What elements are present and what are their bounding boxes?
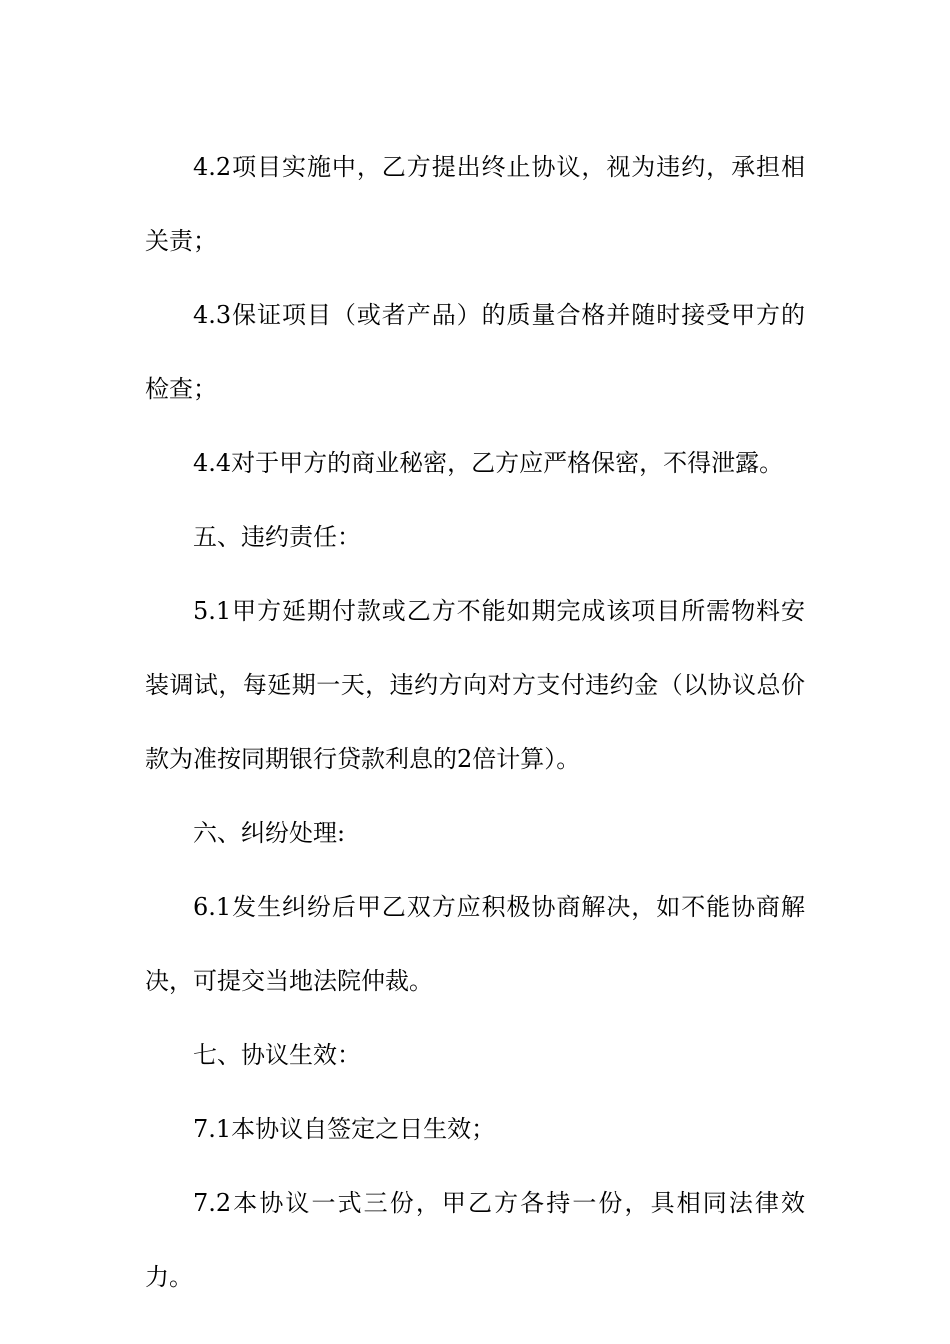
clause-4-3: 4.3保证项目（或者产品）的质量合格并随时接受甲方的检查； bbox=[145, 301, 805, 403]
clause-7-2: 7.2本协议一式三份，甲乙方各持一份，具相同法律效力。 bbox=[145, 1189, 805, 1291]
clause-4-2: 4.2项目实施中，乙方提出终止协议，视为违约，承担相关责； bbox=[145, 153, 805, 255]
document-body bbox=[145, 130, 805, 1314]
section-heading-breach: 五、违约责任： bbox=[193, 523, 361, 551]
clause-4-4: 4.4对于甲方的商业秘密，乙方应严格保密，不得泄露。 bbox=[193, 449, 784, 477]
section-heading-effect: 七、协议生效： bbox=[193, 1041, 361, 1069]
clause-5-1: 5.1甲方延期付款或乙方不能如期完成该项目所需物料安装调试，每延期一天，违约方向对方支付违约金（以协议总价款为准按同期银行贷款利息的2倍计算）。 bbox=[145, 597, 805, 773]
section-heading-dispute: 六、纠纷处理: bbox=[193, 819, 346, 847]
clause-6-1: 6.1发生纠纷后甲乙双方应积极协商解决，如不能协商解决，可提交当地法院仲裁。 bbox=[145, 893, 805, 995]
clause-7-1: 7.1本协议自签定之日生效； bbox=[193, 1115, 496, 1143]
